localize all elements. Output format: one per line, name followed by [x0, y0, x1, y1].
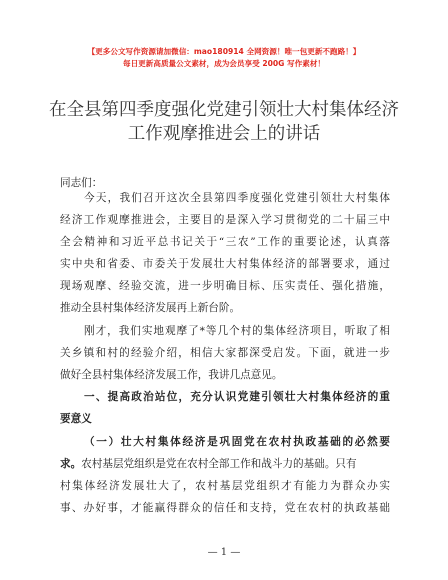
paragraph-1-line: 经济工作观摩推进会，主要目的是深入学习贯彻党的二十届三中	[60, 214, 390, 226]
subsection-body-line: 村集体经济发展壮大了，农村基层党组织才有能力为群众办实	[60, 480, 390, 492]
salutation: 同志们：	[60, 177, 103, 189]
section-heading-line: 要意义	[60, 413, 92, 425]
paragraph-2-line: 刚才，我们实地观摩了*等几个村的集体经济项目，听取了相	[84, 325, 390, 337]
promo-banner-line1: 【更多公文写作资源请加微信：mao180914 全网资源！唯一包更新不跑路！】	[87, 47, 361, 56]
paragraph-1-line: 今天，我们召开这次全县第四季度强化党建引领壮大村集体	[84, 192, 390, 204]
paragraph-2-line: 做好全县村集体经济发展工作，我讲几点意见。	[60, 369, 283, 381]
paragraph-1-line: 全会精神和习近平总书记关于“三农”工作的重要论述，认真落	[60, 236, 390, 248]
document-title-line1: 在全县第四季度强化党建引领壮大村集体经济	[49, 100, 399, 120]
paragraph-2-line: 关乡镇和村的经验介绍，相信大家都深受启发。下面，就进一步	[60, 347, 390, 359]
subsection-body-first-line	[60, 457, 390, 471]
paragraph-1-line: 现场观摩、经验交流，进一步明确目标、压实责任、强化措施，	[60, 280, 390, 292]
promo-banner-line2: 每日更新高质量公文素材，成为会员享受 200G 写作素材！	[122, 59, 326, 68]
document-title-line2: 工作观摩推进会上的讲话	[127, 124, 321, 144]
subsection-body-line: 事、办好事，才能赢得群众的信任和支持，党在农村的执政基础	[60, 502, 390, 514]
section-heading-line: 一、提高政治站位，充分认识党建引领壮大村集体经济的重	[84, 391, 390, 403]
paragraph-1-line: 实中央和省委、市委关于发展壮大村集体经济的部署要求，通过	[60, 258, 390, 270]
subsection-heading-end: 求。	[60, 458, 82, 470]
subsection-body-text: 农村基层党组织是党在农村全部工作和战斗力的基础。只有	[81, 458, 357, 470]
paragraph-1-line: 推动全县村集体经济发展再上新台阶。	[60, 302, 241, 314]
page-number: — 1 —	[207, 547, 241, 558]
subsection-heading: （一）壮大村集体经济是巩固党在农村执政基础的必然要	[84, 436, 390, 448]
